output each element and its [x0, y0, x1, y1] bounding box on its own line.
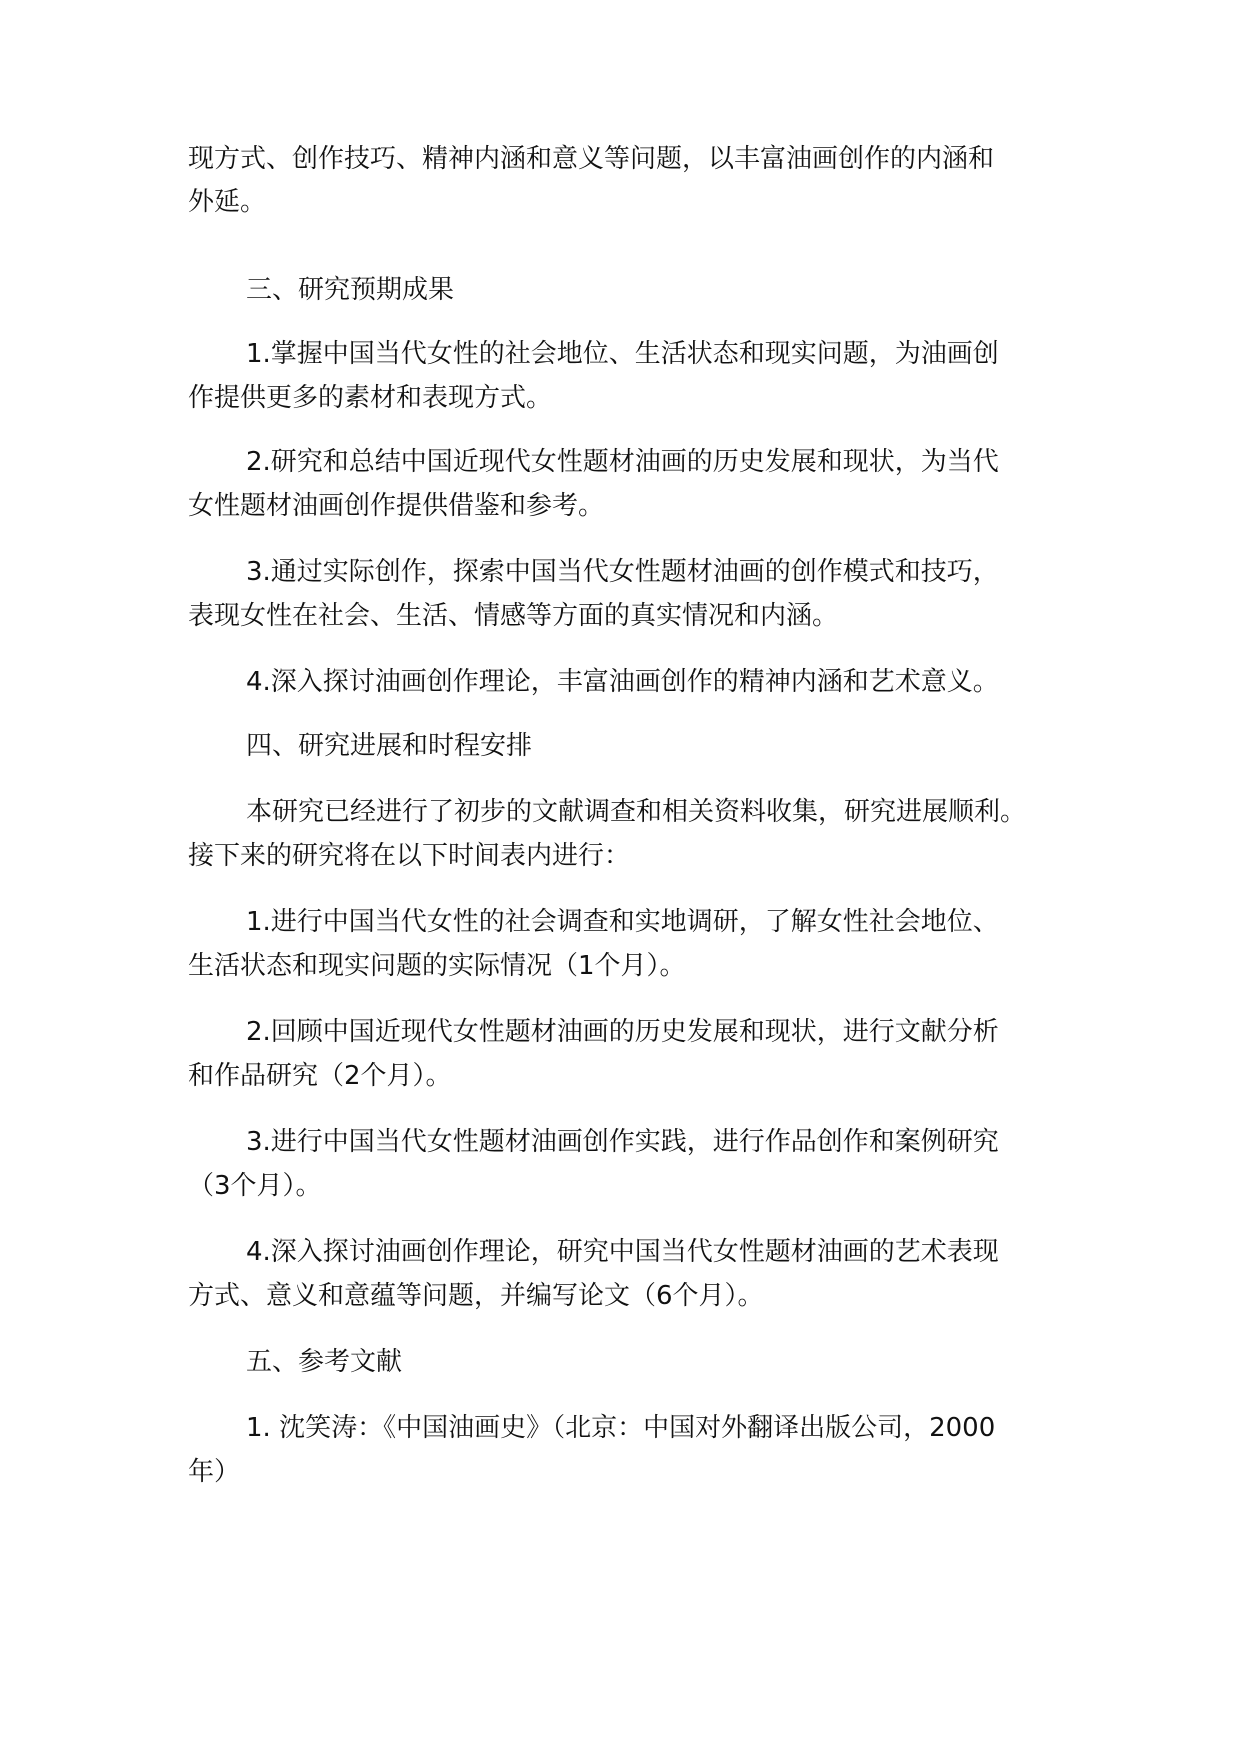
- section-heading: 四、研究进展和时程安排: [246, 731, 533, 761]
- text-line: 4.深入探讨油画创作理论，丰富油画创作的精神内涵和艺术意义。: [246, 667, 999, 697]
- text-line: 现方式、创作技巧、精神内涵和意义等问题，以丰富油画创作的内涵和: [188, 144, 995, 174]
- text-line: 方式、意义和意蕴等问题，并编写论文（6个月）。: [188, 1281, 764, 1311]
- text-line: 本研究已经进行了初步的文献调查和相关资料收集，研究进展顺利。: [246, 797, 1027, 827]
- text-line: 生活状态和现实问题的实际情况（1个月）。: [188, 951, 686, 981]
- reference-item: 1. 沈笑涛：《中国油画史》（北京：中国对外翻译出版公司，2000: [246, 1413, 996, 1443]
- section-heading: 三、研究预期成果: [246, 275, 455, 305]
- text-line: 外延。: [188, 187, 267, 217]
- text-line: 作提供更多的素材和表现方式。: [188, 383, 553, 413]
- text-line: （3个月）。: [188, 1171, 322, 1201]
- text-line: 表现女性在社会、生活、情感等方面的真实情况和内涵。: [188, 601, 839, 631]
- text-line: 3.通过实际创作，探索中国当代女性题材油画的创作模式和技巧，: [246, 557, 999, 587]
- reference-item-continued: 年）: [188, 1457, 241, 1487]
- text-line: 女性题材油画创作提供借鉴和参考。: [188, 491, 605, 521]
- text-line: 3.进行中国当代女性题材油画创作实践，进行作品创作和案例研究: [246, 1127, 999, 1157]
- section-heading: 五、参考文献: [246, 1347, 403, 1377]
- text-line: 2.研究和总结中国近现代女性题材油画的历史发展和现状，为当代: [246, 447, 999, 477]
- text-line: 1.掌握中国当代女性的社会地位、生活状态和现实问题，为油画创: [246, 339, 999, 369]
- text-line: 接下来的研究将在以下时间表内进行：: [188, 841, 631, 871]
- text-line: 4.深入探讨油画创作理论，研究中国当代女性题材油画的艺术表现: [246, 1237, 999, 1267]
- text-line: 2.回顾中国近现代女性题材油画的历史发展和现状，进行文献分析: [246, 1017, 999, 1047]
- text-line: 和作品研究（2个月）。: [188, 1061, 452, 1091]
- text-line: 1.进行中国当代女性的社会调查和实地调研，了解女性社会地位、: [246, 907, 999, 937]
